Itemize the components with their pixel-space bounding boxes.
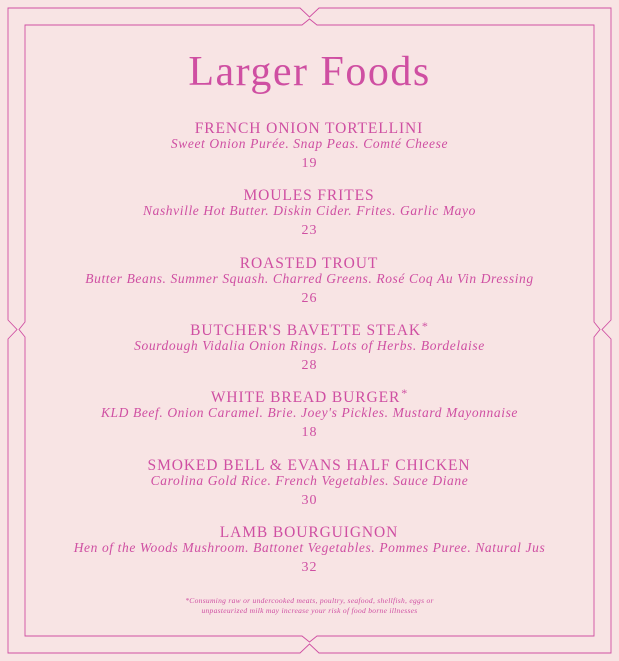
menu-item xyxy=(30,317,589,374)
menu-item xyxy=(30,519,589,576)
menu-item xyxy=(30,384,589,441)
item-description: Butter Beans. Summer Squash. Charred Greens. Rosé Coq Au Vin Dressing xyxy=(85,271,534,286)
allergen-footnote xyxy=(30,596,589,615)
item-name: BUTCHER'S BAVETTE STEAK* xyxy=(190,319,429,339)
menu-item xyxy=(30,182,589,239)
item-name: MOULES FRITES xyxy=(243,187,375,204)
item-name: ROASTED TROUT xyxy=(239,255,379,272)
item-price: 23 xyxy=(301,223,318,238)
item-description: Nashville Hot Butter. Diskin Cider. Frites. Garlic Mayo xyxy=(143,203,476,218)
menu-item xyxy=(30,452,589,509)
item-name: SMOKED BELL & EVANS HALF CHICKEN xyxy=(147,457,471,474)
item-name: FRENCH ONION TORTELLINI xyxy=(194,120,424,137)
item-description: Sourdough Vidalia Onion Rings. Lots of Herbs. Bordelaise xyxy=(134,338,485,353)
menu-title: Larger Foods xyxy=(188,49,431,95)
item-price: 30 xyxy=(301,493,318,508)
item-description: KLD Beef. Onion Caramel. Brie. Joey's Pickles. Mustard Mayonnaise xyxy=(100,405,519,420)
item-price: 32 xyxy=(301,560,318,575)
item-price: 26 xyxy=(301,291,318,306)
item-name: WHITE BREAD BURGER* xyxy=(210,386,409,406)
item-price: 28 xyxy=(301,358,318,373)
item-price: 19 xyxy=(301,156,318,171)
menu-item xyxy=(30,250,589,307)
footnote-line: unpasteurized milk may increase your risk of food borne illnesses xyxy=(201,605,418,615)
menu-item xyxy=(30,115,589,172)
item-description: Carolina Gold Rice. French Vegetables. Sauce Diane xyxy=(150,473,469,488)
item-description: Sweet Onion Purée. Snap Peas. Comté Cheese xyxy=(170,136,449,151)
item-price: 18 xyxy=(301,425,318,440)
footnote-line: *Consuming raw or undercooked meats, poultry, seafood, shellfish, eggs or xyxy=(185,596,434,605)
item-name: LAMB BOURGUIGNON xyxy=(219,524,399,541)
item-description: Hen of the Woods Mushroom. Battonet Vegetables. Pommes Puree. Natural Jus xyxy=(73,540,546,555)
